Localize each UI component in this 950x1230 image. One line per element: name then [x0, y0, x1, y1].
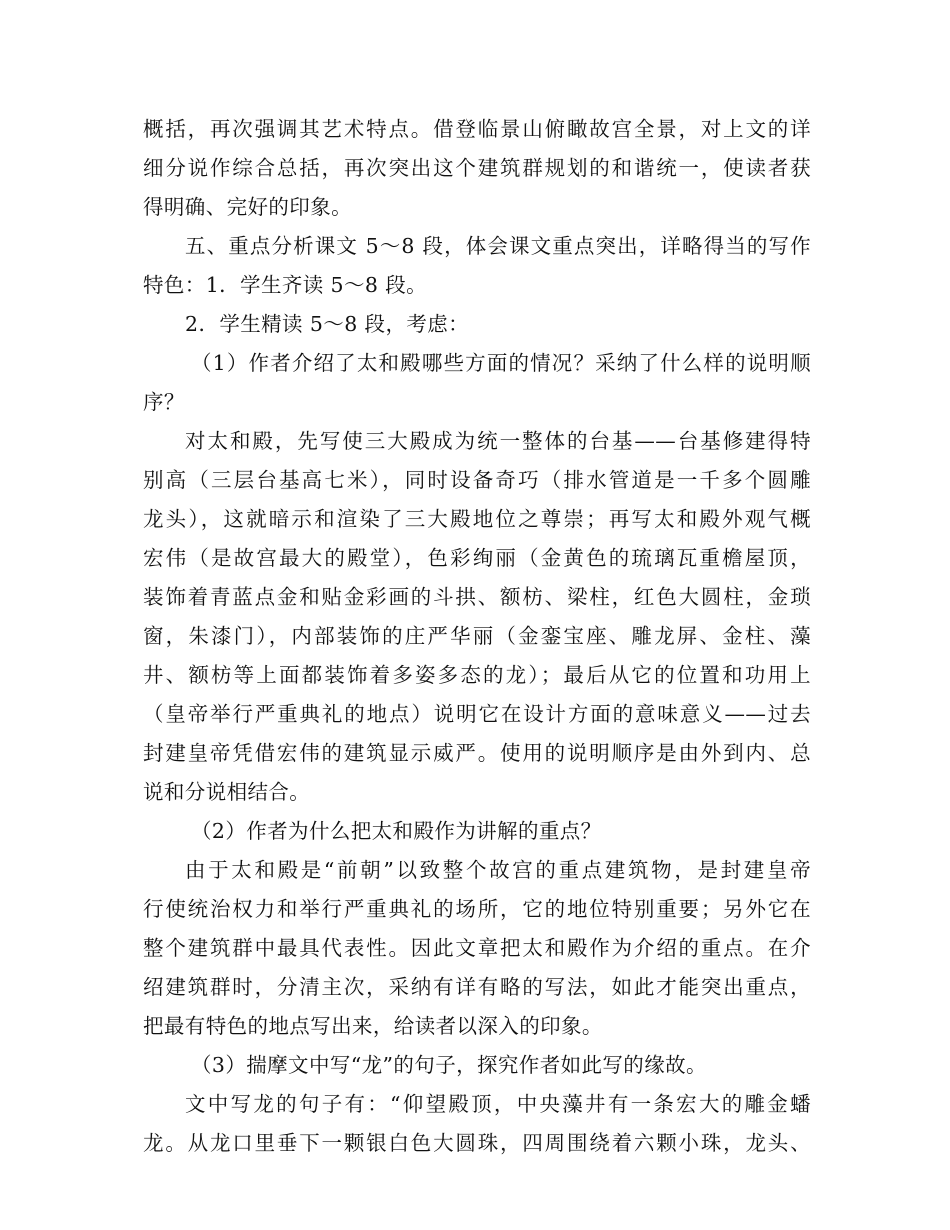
text-line: （2）作者为什么把太和殿作为讲解的重点？ — [191, 819, 602, 843]
text-line: 特色：1．学生齐读 5～8 段。 — [143, 273, 428, 297]
text-line: 得明确、完好的印象。 — [143, 195, 352, 219]
text-line: 装饰着青蓝点金和贴金彩画的斗拱、额枋、梁柱，红色大圆柱，金琐 — [143, 585, 811, 609]
text-line: 窗，朱漆门），内部装饰的庄严华丽（金銮宝座、雕龙屏、金柱、藻 — [143, 624, 811, 648]
text-line: 说和分说相结合。 — [143, 780, 311, 804]
text-line: 序？ — [143, 390, 185, 414]
text-line: 由于太和殿是“前朝”以致整个故宫的重点建筑物，是封建皇帝 — [185, 858, 811, 882]
text-line: 整个建筑群中最具代表性。因此文章把太和殿作为介绍的重点。在介 — [143, 936, 811, 960]
text-line: 行使统治权力和举行严重典礼的场所，它的地位特别重要；另外它在 — [143, 897, 811, 921]
text-line: 龙。从龙口里垂下一颗银白色大圆珠，四周围绕着六颗小珠，龙头、 — [143, 1131, 811, 1155]
text-line: 封建皇帝凭借宏伟的建筑显示威严。使用的说明顺序是由外到内、总 — [143, 741, 811, 765]
text-line: 2．学生精读 5～8 段，考虑： — [185, 312, 470, 336]
text-line: （3）揣摩文中写“龙”的句子，探究作者如此写的缘故。 — [191, 1053, 707, 1077]
text-line: 文中写龙的句子有：“仰望殿顶，中央藻井有一条宏大的雕金蟠 — [185, 1092, 811, 1116]
text-line: 对太和殿，先写使三大殿成为统一整体的台基——台基修建得特 — [185, 429, 811, 453]
text-line: 概括，再次强调其艺术特点。借登临景山俯瞰故宫全景，对上文的详 — [143, 117, 811, 141]
text-line: （1）作者介绍了太和殿哪些方面的情况？采纳了什么样的说明顺 — [191, 351, 811, 375]
text-line: 五、重点分析课文 5～8 段，体会课文重点突出，详略得当的写作 — [185, 234, 811, 258]
text-line: 别高（三层台基高七米），同时设备奇巧（排水管道是一千多个圆雕 — [143, 468, 811, 492]
document-page — [143, 110, 811, 1163]
text-line: 龙头），这就暗示和渲染了三大殿地位之尊崇；再写太和殿外观气概 — [143, 507, 811, 531]
text-line: 绍建筑群时，分清主次，采纳有详有略的写法，如此才能突出重点， — [143, 975, 811, 999]
text-line: 细分说作综合总括，再次突出这个建筑群规划的和谐统一，使读者获 — [143, 156, 811, 180]
text-line: 井、额枋等上面都装饰着多姿多态的龙）；最后从它的位置和功用上 — [143, 663, 811, 687]
text-line: 宏伟（是故宫最大的殿堂），色彩绚丽（金黄色的琉璃瓦重檐屋顶， — [143, 546, 811, 570]
text-line: 把最有特色的地点写出来，给读者以深入的印象。 — [143, 1014, 603, 1038]
text-line: （皇帝举行严重典礼的地点）说明它在设计方面的意味意义——过去 — [143, 702, 811, 726]
